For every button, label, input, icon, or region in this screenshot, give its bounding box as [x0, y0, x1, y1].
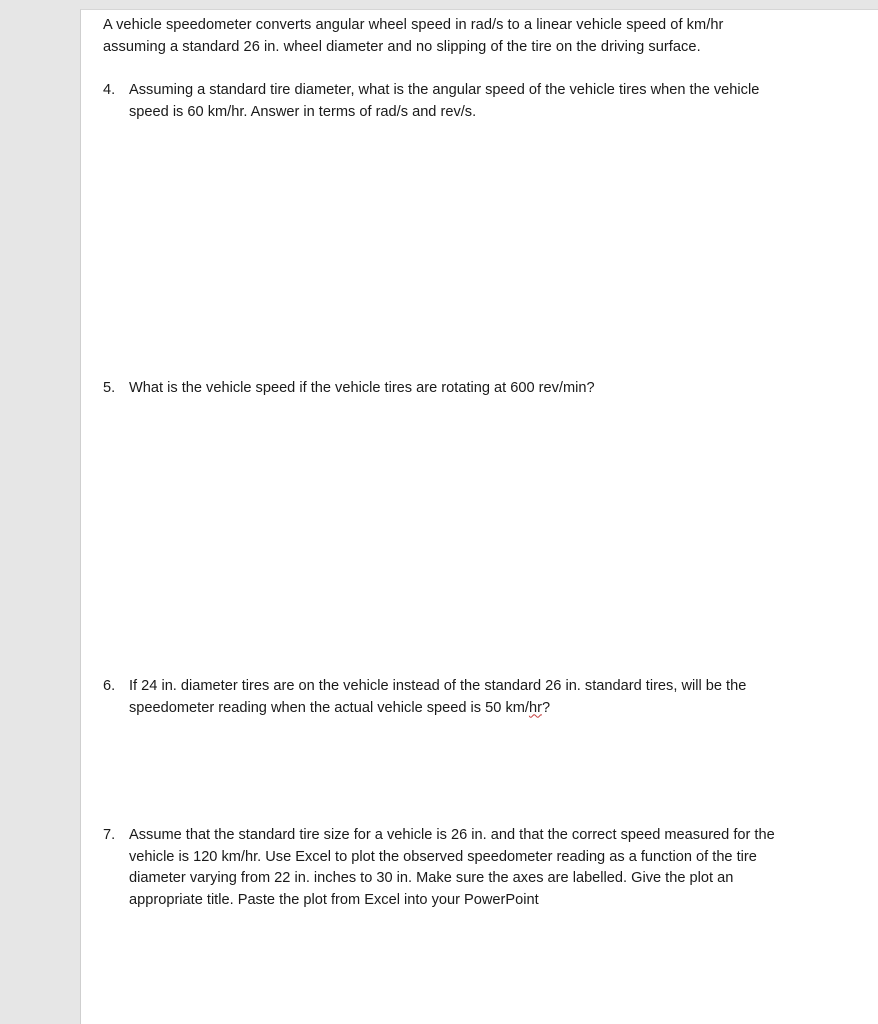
question-line-text: speedometer reading when the actual vehicle speed is 50 km/ [129, 699, 529, 716]
intro-line: A vehicle speedometer converts angular wheel speed in rad/s to a linear vehicle speed of km/hr [103, 17, 724, 33]
question-line: Assume that the standard tire size for a vehicle is 26 in. and that the correct speed measured for the [129, 827, 775, 843]
intro-line: assuming a standard 26 in. wheel diameter and no slipping of the tire on the driving surface. [103, 38, 701, 55]
question-line: diameter varying from 22 in. inches to 30 in. Make sure the axes are labelled. Give the plot an [129, 870, 734, 886]
question-line: speed is 60 km/hr. Answer in terms of rad/s and rev/s. [129, 103, 477, 120]
intro-paragraph [103, 15, 723, 58]
question-text [129, 80, 759, 123]
question-line: appropriate title. Paste the plot from Excel into your PowerPoint [129, 891, 539, 908]
question-text [129, 378, 595, 400]
spellcheck-flagged-word[interactable]: hr [528, 699, 542, 716]
question-number: 4. [103, 82, 116, 98]
window-top-strip [0, 0, 878, 9]
question-number: 5. [103, 380, 116, 396]
question-number: 7. [103, 827, 116, 843]
question-mark: ? [541, 699, 551, 716]
question-line: Assuming a standard tire diameter, what is the angular speed of the vehicle tires when the vehicle [129, 82, 760, 98]
question-number: 6. [103, 678, 116, 694]
question-text [129, 676, 746, 719]
question-line: If 24 in. diameter tires are on the vehicle instead of the standard 26 in. standard tires, will be the [129, 678, 747, 694]
question-line: vehicle is 120 km/hr. Use Excel to plot the observed speedometer reading as a function of the tire [129, 848, 757, 865]
question-line: What is the vehicle speed if the vehicle tires are rotating at 600 rev/min? [129, 380, 595, 396]
question-text [129, 825, 775, 911]
document-page[interactable] [80, 9, 878, 1024]
question-line [129, 698, 746, 720]
